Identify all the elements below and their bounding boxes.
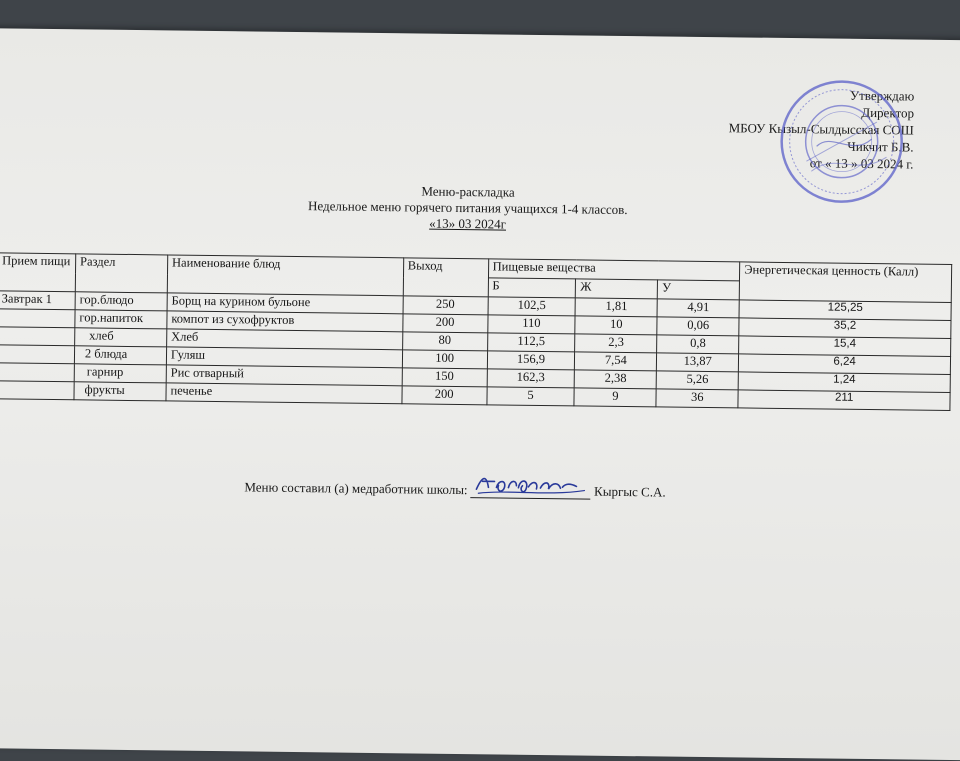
cell-b: 5 — [487, 387, 575, 406]
cell-output: 200 — [403, 314, 488, 333]
cell-energy: 35,2 — [739, 318, 951, 339]
approval-line-school: МБОУ Кызыл-Сылдысская СОШ — [728, 120, 914, 138]
approval-line-director-name: Чикчит Б.В. — [847, 138, 914, 155]
cell-dish: Хлеб — [167, 329, 403, 350]
document-title — [268, 182, 669, 235]
cell-u: 36 — [656, 389, 738, 408]
cell-u: 0,8 — [657, 335, 739, 354]
cell-section: фрукты — [74, 382, 166, 401]
header-output: Выход — [403, 258, 488, 297]
handwritten-signature-icon — [469, 469, 593, 501]
title-line-1: Меню-раскладка — [421, 183, 515, 200]
cell-zh: 1,81 — [575, 298, 657, 317]
cell-zh: 2,3 — [575, 334, 657, 353]
title-date: «13» 03 2024г — [429, 215, 507, 232]
header-meal: Прием пищи — [0, 253, 76, 292]
header-zh: Ж — [576, 279, 658, 299]
cell-dish: компот из сухофруктов — [167, 311, 403, 332]
cell-zh: 10 — [575, 316, 657, 335]
cell-output: 80 — [402, 332, 487, 351]
cell-b: 162,3 — [487, 369, 575, 388]
cell-output: 150 — [402, 368, 487, 387]
cell-meal — [0, 327, 75, 346]
document-sheet — [0, 28, 960, 761]
school-stamp-icon — [776, 76, 908, 208]
cell-output: 250 — [403, 296, 488, 315]
cell-energy: 211 — [738, 390, 950, 411]
cell-u: 5,26 — [656, 371, 738, 390]
cell-b: 102,5 — [488, 297, 576, 316]
cell-energy: 1,24 — [738, 372, 950, 393]
title-line-2: Недельное меню горячего питания учащихся 1-4 классов. — [307, 198, 628, 218]
cell-meal — [0, 381, 74, 400]
compiled-by-name: Кыргыс С.А. — [593, 483, 666, 500]
cell-section: хлеб — [75, 328, 167, 347]
cell-meal: Завтрак 1 — [0, 291, 75, 310]
cell-output: 100 — [402, 350, 487, 369]
cell-section: гарнир — [74, 364, 166, 383]
signature-field — [471, 483, 591, 499]
cell-section: 2 блюда — [74, 346, 166, 365]
cell-b: 110 — [487, 315, 575, 334]
cell-energy: 15,4 — [739, 336, 951, 357]
cell-u: 0,06 — [657, 317, 739, 336]
cell-meal — [0, 309, 75, 328]
cell-dish: Рис отварный — [166, 365, 402, 386]
header-dish: Наименование блюд — [167, 255, 403, 296]
cell-energy: 125,25 — [739, 300, 951, 321]
cell-meal — [0, 363, 74, 382]
cell-zh: 7,54 — [575, 352, 657, 371]
cell-section: гор.блюдо — [75, 292, 167, 311]
cell-energy: 6,24 — [739, 354, 951, 375]
approval-line-date: от « 13 » 03 2024 г. — [809, 155, 914, 172]
header-b: Б — [488, 278, 576, 298]
cell-b: 112,5 — [487, 333, 575, 352]
cell-u: 13,87 — [657, 353, 739, 372]
menu-table — [0, 252, 952, 411]
cell-meal — [0, 345, 75, 364]
cell-dish: Гуляш — [166, 347, 402, 368]
compiled-by-line — [244, 479, 665, 500]
cell-zh: 9 — [574, 388, 656, 407]
cell-section: гор.напиток — [75, 310, 167, 329]
header-energy: Энергетическая ценность (Калл) — [739, 262, 951, 303]
cell-zh: 2,38 — [575, 370, 657, 389]
cell-u: 4,91 — [657, 299, 739, 318]
cell-b: 156,9 — [487, 351, 575, 370]
header-nutrients: Пищевые вещества — [488, 259, 740, 281]
approval-line-approve: Утверждаю — [849, 87, 915, 104]
cell-output: 200 — [402, 386, 487, 405]
header-u: У — [658, 280, 740, 300]
compiled-by-label: Меню составил (а) медработник школы: — [244, 479, 468, 498]
cell-dish: печенье — [166, 383, 402, 404]
header-section: Раздел — [75, 254, 167, 293]
cell-dish: Борщ на курином бульоне — [167, 293, 403, 314]
approval-line-position: Директор — [861, 104, 915, 121]
